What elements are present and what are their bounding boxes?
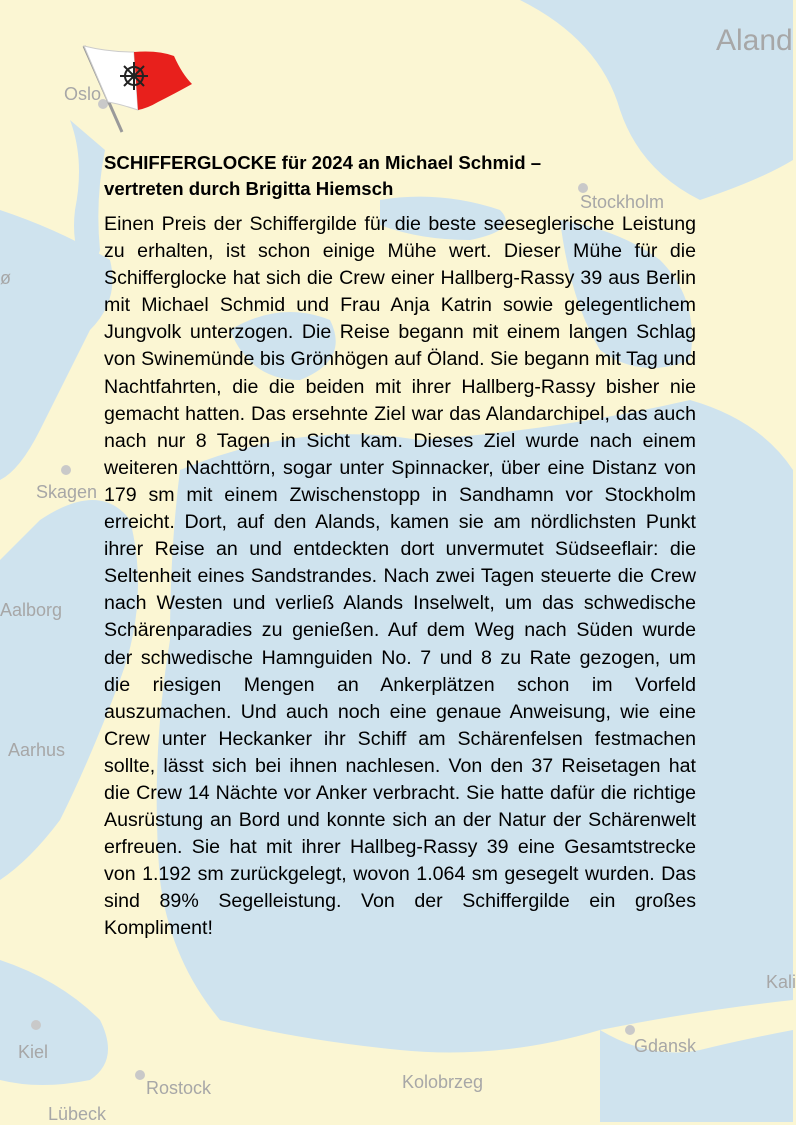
map-label-kali: Kali [766, 972, 796, 992]
article-title-line-1: SCHIFFERGLOCKE für 2024 an Michael Schmid – [104, 152, 542, 173]
article [104, 150, 696, 943]
map-label-aalborg: Aalborg [0, 600, 63, 620]
map-label-skagen: Skagen [36, 482, 98, 502]
article-title [104, 150, 696, 202]
map-label-kiel: Kiel [18, 1042, 49, 1062]
map-label-o: ø [0, 268, 11, 288]
map-label-lubeck: Lübeck [48, 1104, 107, 1124]
article-title-line-2: vertreten durch Brigitta Hiemsch [104, 178, 394, 199]
map-label-gdansk: Gdansk [634, 1036, 697, 1056]
map-label-kolobrzeg: Kolobrzeg [402, 1072, 484, 1092]
map-label-stockholm: Stockholm [580, 192, 665, 212]
map-label-rostock: Rostock [146, 1078, 212, 1098]
map-label-aland: Aland [716, 24, 793, 57]
steering-wheel-pennant-icon [78, 40, 196, 135]
article-body: Einen Preis der Schiffergilde für die beste seeseglerische Leistung zu erhalten, ist schon einige Mühe wert. Dieser Mühe für die Schifferglocke hat sich die Crew einer Hallberg-Rassy 39 aus Berlin mit Michael Schmid und Frau Anja Katrin sowie gelegentlichem Jungvolk unterzogen. Die Reise begann mit einem langen Schlag von Swinemünde bis Grönhögen auf Öland. Sie begann mit Tag und Nachtfahrten, die die beiden mit ihrer Hallberg-Rassy bisher nie gemacht hatten. Das ersehnte Ziel war das Alandarchipel, das auch nach nur 8 Tagen in Sicht kam. Dieses Ziel wurde nach einem weiteren Nachttörn, sogar unter Spinnacker, über eine Distanz von 179 sm mit einem Zwischenstopp in Sandhamn vor Stockholm erreicht. Dort, auf den Alands, kamen sie am nördlichsten Punkt ihrer Reise an und entdeckten dort unvermutet Südseeflair: die Seltenheit eines Sandstrandes. Nach zwei Tagen steuerte die Crew nach Westen und verließ Alands Inselwelt, um das schwedische Schärenparadies zu genießen. Auf dem Weg nach Süden wurde der schwedische Hamnguiden No. 7 und 8 zu Rate gezogen, um die riesigen Mengen an Ankerplätzen schon im Vorfeld auszumachen. Und auch noch eine genaue Anweisung, wie eine Crew unter Heckanker ihr Schiff am Schärenfelsen festmachen sollte, lässt sich bei ihnen nachlesen. Von den 37 Reisetagen hat die Crew 14 Nächte vor Anker verbracht. Sie hatte dafür die richtige Ausrüstung an Bord und konnte sich an der Natur der Schärenwelt erfreuen. Sie hat mit ihrer Hallbeg-Rassy 39 eine Gesamtstrecke von 1.192 sm zurückgelegt, wovon 1.064 sm gesegelt wurden. Das sind 89% Segelleistung. Von der Schiffergilde ein großes Kompliment! [104, 213, 696, 940]
map-label-oslo: Oslo [64, 84, 102, 104]
map-label-aarhus: Aarhus [8, 740, 66, 760]
